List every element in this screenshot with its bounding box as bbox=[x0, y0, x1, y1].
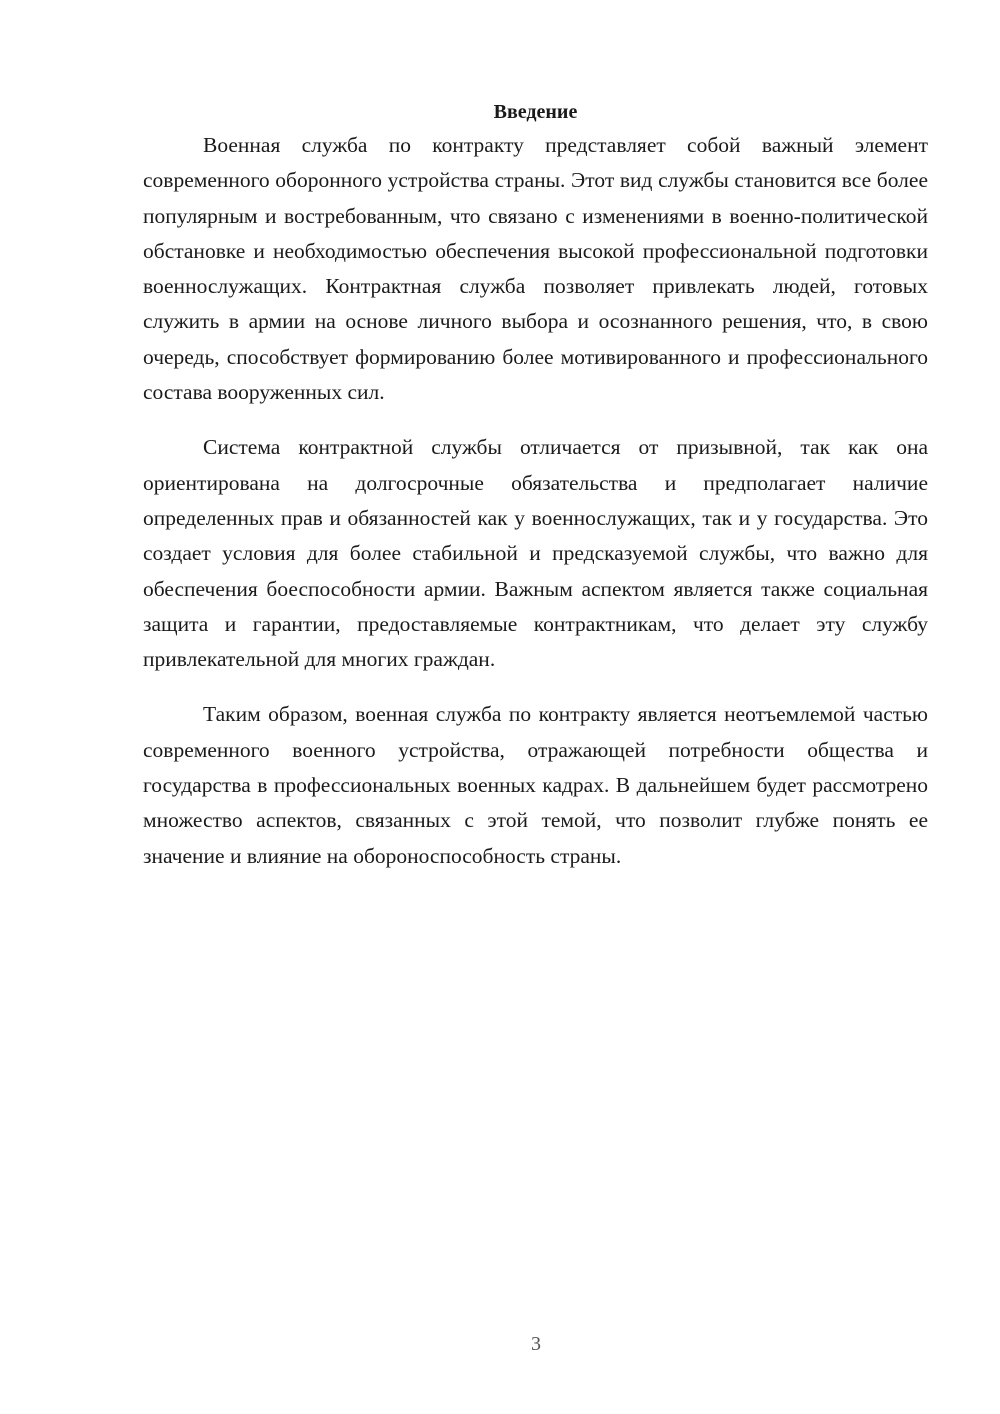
paragraph-1: Военная служба по контракту представляет собой важный элемент современного оборонного устройства страны. Этот вид службы становится все более популярным и востребованным, что связано с изменениями в военно-политической обстановке и необходимостью обеспечения высокой профессиональной подготовки военнослужащих. Контрактная служба позволяет привлекать людей, готовых служить в армии на основе личного выбора и осознанного решения, что, в свою очередь, способствует формированию более мотивированного и профессионального состава вооруженных сил. bbox=[143, 133, 928, 405]
paragraph-3: Таким образом, военная служба по контракту является неотъемлемой частью современного военного устройства, отражающей потребности общества и государства в профессиональных военных кадрах. В дальнейшем будет рассмотрено множество аспектов, связанных с этой темой, что позволит глубже понять ее значение и влияние на обороноспособность страны. bbox=[143, 702, 928, 868]
page-number: 3 bbox=[531, 1333, 541, 1355]
page-content bbox=[143, 96, 928, 874]
paragraph-2: Система контрактной службы отличается от призывной, так как она ориентирована на долгосрочные обязательства и предполагает наличие определенных прав и обязанностей как у военнослужащих, так и у государства. Это создает условия для более стабильной и предсказуемой службы, что важно для обеспечения боеспособности армии. Важным аспектом является также социальная защита и гарантии, предоставляемые контрактникам, что делает эту службу привлекательной для многих граждан. bbox=[143, 435, 928, 672]
section-title: Введение bbox=[493, 101, 578, 123]
